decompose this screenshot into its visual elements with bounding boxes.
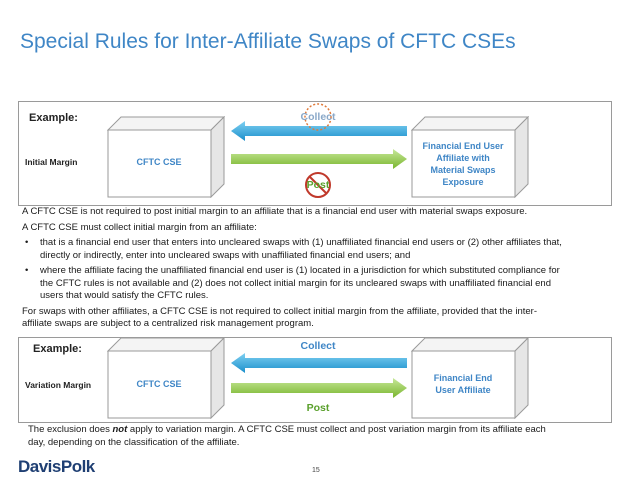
cftc-cse-label: CFTC CSE [136,157,182,167]
variation-margin-example-panel [18,337,612,423]
post-label: Post [306,179,330,191]
financial-end-user-label [411,372,515,396]
post-arrow [231,378,407,398]
exclusion-note [28,424,612,449]
exclusion-text: The exclusion does [28,424,113,435]
cftc-cse-label: CFTC CSE [136,379,182,389]
paragraph: A CFTC CSE must collect initial margin from an affiliate: [22,221,257,233]
davis-polk-logo: DavisPolk [18,457,95,476]
paragraph-line: affiliate swaps are subject to a centralized risk management program. [22,318,314,329]
collect-label: Collect [300,340,336,352]
label-line: Financial End User [422,141,504,151]
paragraph: A CFTC CSE is not required to post initial margin to an affiliate that is a financial end user with material swaps exposure. [22,206,528,217]
initial-margin-label: Initial Margin [25,157,78,167]
label-line: Financial End [433,373,493,383]
initial-margin-example-panel [18,101,612,206]
financial-end-user-affiliate-box [411,337,529,419]
paragraph [22,306,622,331]
page-title: Special Rules for Inter-Affiliate Swaps of CFTC CSEs [20,30,516,53]
bullet-line: where the affiliate facing the unaffiliated financial end user is (1) located in a jurisdiction for which substituted compliance for [40,265,560,276]
cftc-cse-box [107,337,225,419]
financial-end-user-label [411,140,515,188]
bullet-item [22,237,622,262]
post-arrow [231,149,407,169]
bullet-marker: • [25,237,29,248]
exclusion-line: day, depending on the classification of the affiliate. [28,436,240,448]
post-label: Post [306,402,330,414]
collect-arrow [231,353,407,373]
variation-margin-label: Variation Margin [25,380,92,390]
label-line: User Affiliate [435,385,491,395]
emphasis-not: not [112,424,128,435]
label-line: Affiliate with [436,153,490,163]
exclusion-line [28,424,612,437]
collect-label: Collect [300,111,336,123]
label-line: Exposure [442,177,484,187]
bullet-line: users that would satisfy the CFTC rules. [40,290,209,301]
bullet-line: directly or indirectly, enter into uncleared swaps with unaffiliated financial end users; and [40,249,411,261]
page-number: 15 [312,467,320,474]
financial-end-user-affiliate-box [411,116,529,198]
label-line: Material Swaps [430,165,496,175]
example-heading: Example: [33,343,82,355]
exclusion-text: apply to variation margin. A CFTC CSE must collect and post variation margin from its affiliate each [127,424,546,435]
bullet-line: that is a financial end user that enters into uncleared swaps with (1) unaffiliated financial end users or (2) other affiliates that, [40,237,562,248]
cftc-cse-box [107,116,225,198]
cube-shape-icon [107,337,225,419]
rules-text [22,206,622,331]
example-heading: Example: [29,112,78,124]
bullet-marker: • [25,265,29,276]
bullet-item [22,265,622,303]
bullet-line: the CFTC rules is not available and (2) does not collect initial margin for its uncleared swaps with unaffiliated financial end [40,277,551,289]
paragraph-line: For swaps with other affiliates, a CFTC CSE is not required to collect initial margin from the affiliate, provided that the inter- [22,305,537,317]
